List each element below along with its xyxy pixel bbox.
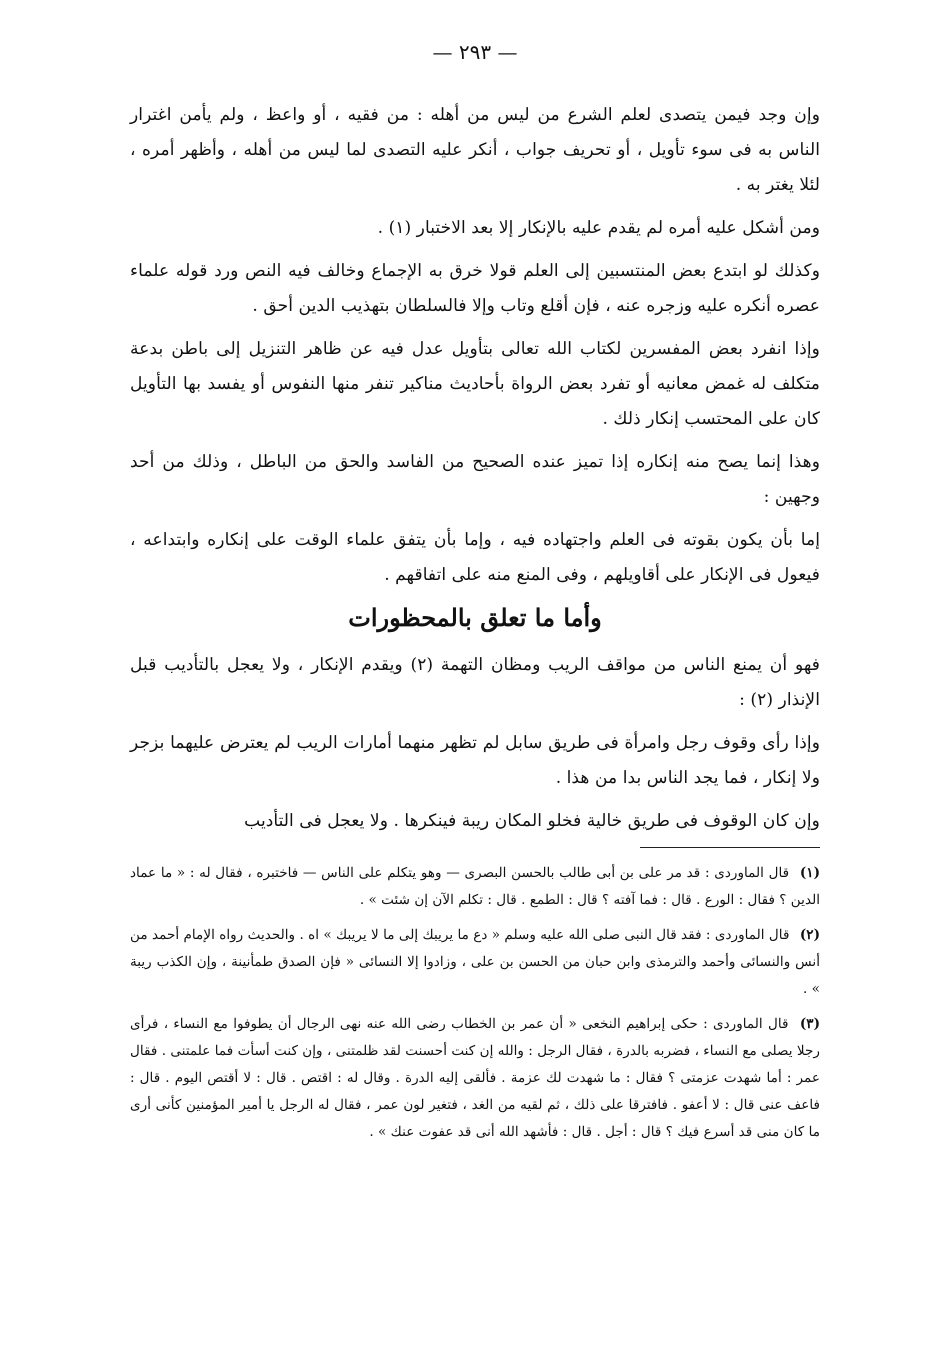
paragraph: وإذا رأى وقوف رجل وامرأة فى طريق سابل لم تظهر منهما أمارات الريب لم يعترض عليهما بزجر ولا إنكار ، فما يجد الناس بدا من هذا . bbox=[130, 733, 820, 788]
paragraph: فهو أن يمنع الناس من مواقف الريب ومظان التهمة (٢) ويقدم الإنكار ، ولا يعجل بالتأديب قبل الإنذار (٢) : bbox=[130, 655, 820, 710]
paragraph: وهذا إنما يصح منه إنكاره إذا تميز عنده الصحيح من الفاسد والحق من الباطل ، وذلك من أحد وجهين : bbox=[130, 452, 820, 507]
paragraph: وإن وجد فيمن يتصدى لعلم الشرع من ليس من أهله : من فقيه ، أو واعظ ، ولم يأمن اغترار الناس به فى سوء تأويل ، أو تحريف جواب ، أنكر عليه التصدى لما ليس من أهله ، وأظهر أمره ، لئلا يغتر به . bbox=[130, 105, 820, 195]
section-heading: وأما ما تعلق بالمحظورات bbox=[348, 603, 602, 632]
paragraph: وإن كان الوقوف فى طريق خالية فخلو المكان ريبة فينكرها . ولا يعجل فى التأديب bbox=[244, 811, 820, 831]
page bbox=[130, 40, 820, 1154]
paragraph: وكذلك لو ابتدع بعض المنتسبين إلى العلم قولا خرق به الإجماع وخالف فيه النص ورد قوله علماء عصره أنكره عليه وزجره عنه ، فإن أقلع وتاب وإلا فالسلطان بتهذيب الدين أحق . bbox=[130, 261, 820, 316]
footnote bbox=[130, 1011, 820, 1146]
footnote-number: (٢) bbox=[799, 927, 820, 943]
paragraph: وإذا انفرد بعض المفسرين لكتاب الله تعالى بتأويل عدل فيه عن ظاهر التنزيل إلى باطن بدعة متكلف له غمض معانيه أو تفرد بعض الرواة بأحاديث مناكير تنفر منها النفوس أو يفسد بها التأويل كان على المحتسب إنكار ذلك . bbox=[130, 339, 820, 429]
footnote-text: قال الماوردى : قد مر على بن أبى طالب بالحسن البصرى — وهو يتكلم على الناس — فاختبره ، فقال له : « ما عماد الدين ؟ فقال : الورع . قال : فما آفته ؟ قال : الطمع . قال : تكلم الآن إن شئت » . bbox=[130, 865, 820, 908]
footnote-number: (١) bbox=[799, 865, 820, 881]
footnote-text: قال الماوردى : فقد قال النبى صلى الله عليه وسلم « دع ما يريبك إلى ما لا يريبك » اه . والحديث رواه الإمام أحمد من أنس والنسائى وأحمد والترمذى وابن حبان من الحسن بن على ، وزادوا إلا النسائى « فإن الصدق طمأنينة ، وإن الكذب ريبة » . bbox=[130, 927, 820, 997]
paragraph: ومن أشكل عليه أمره لم يقدم عليه بالإنكار إلا بعد الاختبار (١) . bbox=[377, 218, 820, 238]
page-number: — ٢٩٣ — bbox=[432, 40, 518, 64]
footnote-number: (٣) bbox=[799, 1016, 820, 1032]
footnote-text: قال الماوردى : حكى إبراهيم النخعى « أن عمر بن الخطاب رضى الله عنه نهى الرجال أن يطوفوا مع النساء ، فرأى رجلا يصلى مع النساء ، فضربه بالدرة ، فقال الرجل : والله إن كنت أحسنت لقد ظلمتنى ، وإن كنت أسأت فما علمتنى . فقال عمر : أما شهدت عزمتى ؟ فقال : ما شهدت لك عزمة . فألقى إليه الدرة . وقال له : اقتص . قال : لا أقتص اليوم . قال : فاعف عنى قال : لا أعفو . فافترقا على ذلك ، ثم لقيه من الغد ، فتغير لون عمر ، فقال له الرجل يا أمير المؤمنين كأنى أرى ما كان منى قد أسرع فيك ؟ قال : أجل . قال : فأشهد الله أنى قد عفوت عنك » . bbox=[130, 1016, 820, 1140]
paragraph: إما بأن يكون بقوته فى العلم واجتهاده فيه ، وإما بأن يتفق علماء الوقت على إنكاره وابتداعه ، فيعول فى الإنكار على أقاويلهم ، وفى المنع منه على اتفاقهم . bbox=[130, 530, 820, 585]
footnote bbox=[130, 922, 820, 1003]
footnote bbox=[130, 860, 820, 914]
footnote-divider bbox=[640, 847, 820, 848]
